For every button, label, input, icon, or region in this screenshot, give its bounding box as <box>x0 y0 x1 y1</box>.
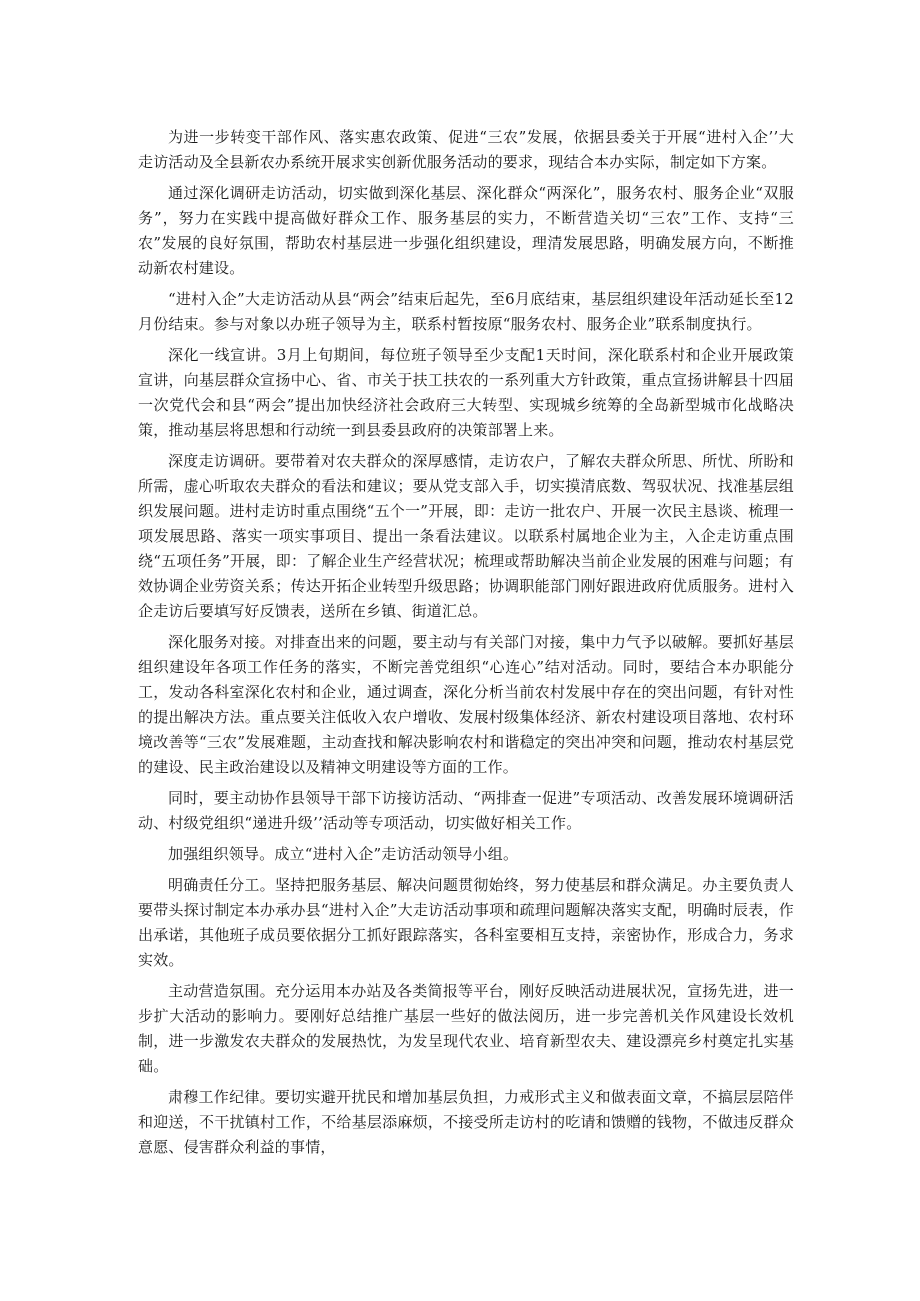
paragraph-publicity: 深化一线宣讲。3月上旬期间，每位班子领导至少支配1天时间，深化联系村和企业开展政策宣讲，向基层群众宣扬中心、省、市关于扶工扶农的一系列重大方针政策，重点宣扬讲解县十四届一次党代会和县“两会”提出加快经济社会政府三大转型、实现城乡统筹的全岛新型城市化战略决策，推动基层将思想和行动统一到县委县政府的决策部署上来。 <box>138 346 794 439</box>
paragraph-schedule: “进村入企”大走访活动从县“两会”结束后起先，至6月底结束，基层组织建设年活动延长至12月份结束。参与对象以办班子领导为主，联系村暂按原“服务农村、服务企业”联系制度执行。 <box>138 290 794 333</box>
document-body <box>138 125 794 1166</box>
paragraph-atmosphere: 主动营造氛围。充分运用本办站及各类简报等平台，刚好反映活动进展状况，宣扬先进，进一步扩大活动的影响力。要刚好总结推广基层一些好的做法阅历，进一步完善机关作风建设长效机制，进一步激发农夫群众的发展热忱，为发呈现代农业、培育新型农夫、建设漂亮乡村奠定扎实基础。 <box>138 982 794 1075</box>
paragraph-intro: 为进一步转变干部作风、落实惠农政策、促进“三农”发展，依据县委关于开展“进村入企’’大走访活动及全县新农办系统开展求实创新优服务活动的要求，现结合本办实际，制定如下方案。 <box>138 128 794 171</box>
paragraph-visits: 深度走访调研。要带着对农夫群众的深厚感情，走访农户，了解农夫群众所思、所忧、所盼和所需，虚心听取农夫群众的看法和建议；要从党支部入手，切实摸清底数、驾驭状况、找准基层组织发展问题。进村走访时重点围绕“五个一”开展，即：走访一批农户、开展一次民主恳谈、梳理一项发展思路、落实一项实事项目、提出一条看法建议。以联系村属地企业为主，入企走访重点围绕“五项任务”开展，即：了解企业生产经营状况；梳理或帮助解决当前企业发展的困难与问题；有效协调企业劳资关系；传达开拓企业转型升级思路；协调职能部门刚好跟进政府优质服务。进村入企走访后要填写好反馈表，送所在乡镇、街道汇总。 <box>138 452 794 620</box>
paragraph-leadership: 加强组织领导。成立“进村入企”走访活动领导小组。 <box>168 845 519 863</box>
paragraph-goals: 通过深化调研走访活动，切实做到深化基层、深化群众“两深化”，服务农村、服务企业“双服务”，努力在实践中提高做好群众工作、服务基层的实力，不断营造关切“三农”工作、支持“三农”发展的良好氛围，帮助农村基层进一步强化组织建设，理清发展思路，明确发展方向，不断推动新农村建设。 <box>138 184 794 277</box>
paragraph-responsibility: 明确责任分工。坚持把服务基层、解决问题贯彻始终，努力使基层和群众满足。办主要负责人要带头探讨制定本办承办县“进村入企”大走访活动事项和疏理问题解决落实支配，明确时辰表，作出承诺，其他班子成员要依据分工抓好跟踪落实，各科室要相互支持，亲密协作，形成合力，务求实效。 <box>138 876 794 969</box>
paragraph-discipline: 肃穆工作纪律。要切实避开扰民和增加基层负担，力戒形式主义和做表面文章，不搞层层陪伴和迎送，不干扰镇村工作，不给基层添麻烦，不接受所走访村的吃请和馈赠的钱物，不做违反群众意愿、侵害群众利益的事情， <box>138 1088 794 1156</box>
paragraph-cooperation: 同时，要主动协作县领导干部下访接访活动、“两排查一促进”专项活动、改善发展环境调研活动、村级党组织“递进升级’’活动等专项活动，切实做好相关工作。 <box>138 789 794 832</box>
paragraph-service: 深化服务对接。对排查出来的问题，要主动与有关部门对接，集中力气予以破解。要抓好基层组织建设年各项工作任务的落实，不断完善党组织“心连心”结对活动。同时，要结合本办职能分工，发动各科室深化农村和企业，通过调查，深化分析当前农村发展中存在的突出问题，有针对性的提出解决方法。重点要关注低收入农户增收、发展村级集体经济、新农村建设项目落地、农村环境改善等“三农”发展难题，主动查找和解决影响农村和谐稳定的突出冲突和问题，推动农村基层党的建设、民主政治建设以及精神文明建设等方面的工作。 <box>138 633 794 776</box>
